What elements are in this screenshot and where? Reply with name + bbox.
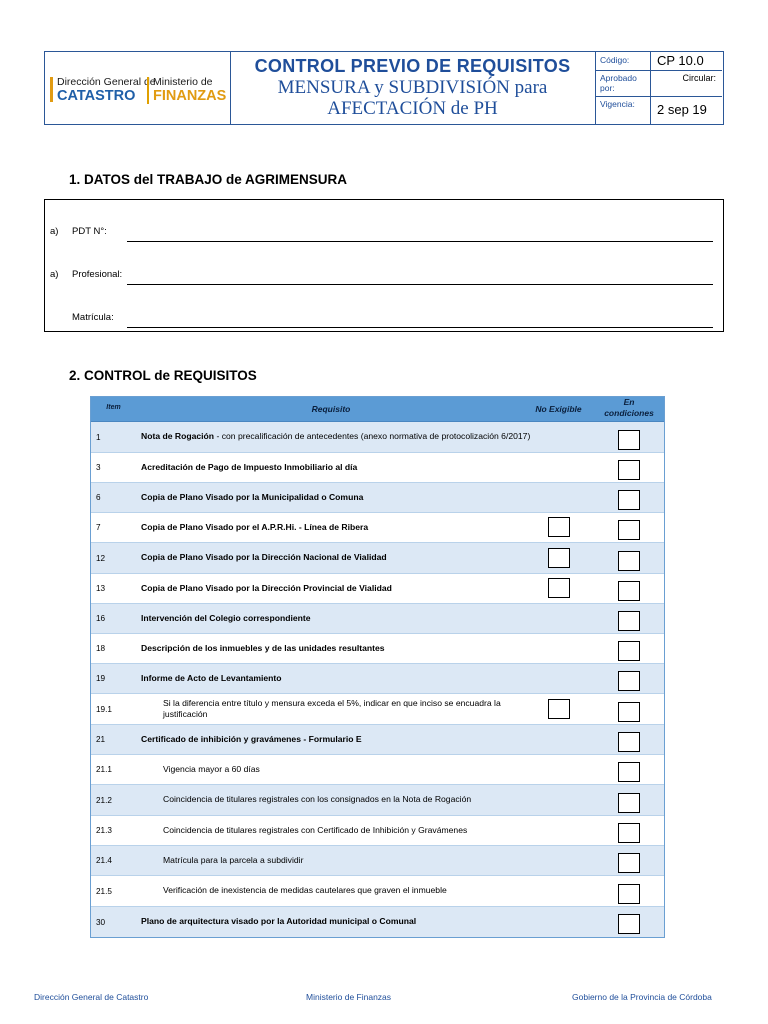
table-row [91, 453, 664, 483]
en-condiciones-checkbox[interactable] [618, 702, 640, 722]
matricula-field[interactable] [45, 308, 725, 328]
row-requirement-bold: Certificado de inhibición y gravámenes - Formulario E [141, 733, 362, 744]
no-exigible-checkbox[interactable] [548, 578, 570, 598]
row-requirement [141, 725, 531, 754]
row-requirement-detail: Coincidencia de titulares registrales con los consignados en la Nota de Rogación [163, 794, 472, 805]
row-item-number: 19.1 [96, 704, 112, 714]
row-item-number: 21.5 [96, 886, 112, 896]
vigencia-value: 2 sep 19 [650, 96, 722, 124]
table-row [91, 785, 664, 816]
pdt-field[interactable] [45, 222, 725, 242]
en-condiciones-checkbox[interactable] [618, 460, 640, 480]
table-row [91, 422, 664, 453]
row-requirement-text [141, 431, 530, 443]
logo-left-name: CATASTRO [57, 88, 136, 104]
logo-left-caption: Dirección General de [57, 76, 156, 88]
requirements-table [90, 396, 665, 938]
row-item-number: 19 [96, 674, 106, 683]
logo-area [45, 52, 231, 124]
document-subtitle-line1: MENSURA y SUBDIVISIÓN para [277, 77, 548, 98]
footer-left: Dirección General de Catastro [34, 992, 149, 1002]
row-item-number: 1 [96, 432, 101, 442]
table-row [91, 694, 664, 725]
section2-title: 2. CONTROL de REQUISITOS [69, 368, 257, 383]
vigencia-label: Vigencia: [600, 99, 635, 109]
row-requirement-text [163, 825, 467, 837]
table-row [91, 543, 664, 574]
row-requirement-text [163, 885, 447, 897]
row-requirement-detail: Verificación de inexistencia de medidas cautelares que graven el inmueble [163, 885, 447, 896]
en-condiciones-checkbox[interactable] [618, 853, 640, 873]
row-requirement [141, 422, 531, 452]
row-requirement-text [141, 734, 362, 746]
logo-right-caption: Ministerio de [153, 76, 213, 88]
row-requirement-text [163, 794, 471, 806]
row-item-number: 21.1 [96, 765, 112, 774]
row-requirement [163, 846, 523, 875]
table-row [91, 907, 664, 937]
aprobado-label: Aprobado por: [600, 73, 637, 93]
table-header [91, 397, 664, 422]
row-requirement-text [163, 764, 260, 776]
row-requirement [163, 755, 523, 784]
en-condiciones-checkbox[interactable] [618, 793, 640, 813]
matricula-input-line[interactable] [127, 327, 713, 328]
row-requirement-text [141, 522, 368, 534]
pdt-letter: a) [50, 226, 59, 237]
col-item-header: Item [106, 404, 121, 411]
codigo-row [595, 52, 722, 71]
row-requirement [141, 483, 531, 512]
codigo-value: CP 10.0 [650, 52, 722, 70]
row-requirement-text [163, 698, 523, 721]
logo-accent-bar [50, 77, 53, 102]
table-row [91, 483, 664, 513]
profesional-input-line[interactable] [127, 284, 713, 285]
circular-label: Circular: [650, 70, 722, 96]
en-condiciones-checkbox[interactable] [618, 641, 640, 661]
row-requirement-bold: Intervención del Colegio correspondiente [141, 612, 311, 623]
row-item-number: 12 [96, 553, 106, 563]
row-requirement-text [141, 462, 357, 474]
document-subtitle-line2: AFECTACIÓN de PH [327, 98, 498, 119]
row-requirement-bold: Copia de Plano Visado por la Municipalidad o Comuna [141, 491, 364, 502]
row-requirement-bold: Acreditación de Pago de Impuesto Inmobiliario al día [141, 461, 358, 472]
row-item-number: 3 [96, 463, 101, 472]
row-requirement [141, 453, 531, 482]
table-row [91, 846, 664, 876]
row-requirement-detail: Matrícula para la parcela a subdividir [163, 854, 304, 865]
row-item-number: 13 [96, 584, 106, 593]
en-condiciones-checkbox[interactable] [618, 823, 640, 843]
profesional-field[interactable] [45, 265, 725, 285]
pdt-input-line[interactable] [127, 241, 713, 242]
row-requirement-text [141, 673, 282, 685]
en-condiciones-checkbox[interactable] [618, 671, 640, 691]
row-requirement-text [141, 492, 363, 504]
pdt-label: PDT N°: [72, 226, 107, 237]
row-requirement-bold: Copia de Plano Visado por el A.P.R.Hi. - Línea de Ribera [141, 521, 369, 532]
table-row [91, 634, 664, 664]
table-row [91, 876, 664, 907]
row-requirement-text [141, 643, 385, 655]
metadata-area [595, 52, 722, 124]
en-condiciones-checkbox[interactable] [618, 611, 640, 631]
row-requirement [163, 876, 523, 906]
row-item-number: 16 [96, 614, 106, 623]
document-title: CONTROL PREVIO DE REQUISITOS [254, 56, 571, 76]
row-requirement-text [141, 583, 392, 595]
row-requirement-bold: Nota de Rogación [141, 431, 215, 442]
row-requirement-text [141, 552, 387, 564]
row-requirement [163, 785, 523, 815]
row-requirement [141, 543, 531, 573]
table-row [91, 574, 664, 604]
finanzas-logo [147, 76, 227, 104]
codigo-label: Código: [600, 55, 630, 65]
col-requisito-header: Requisito [311, 404, 351, 414]
en-condiciones-checkbox[interactable] [618, 914, 640, 934]
col-en-condiciones-header: En condiciones [604, 397, 654, 418]
row-requirement-detail: Vigencia mayor a 60 días [163, 763, 260, 774]
row-requirement [141, 634, 531, 663]
row-requirement-bold: Copia de Plano Visado por la Dirección Provincial de Vialidad [141, 582, 392, 593]
row-requirement-text [163, 855, 303, 867]
row-requirement [163, 816, 523, 845]
footer-center: Ministerio de Finanzas [306, 992, 392, 1002]
matricula-label: Matrícula: [72, 312, 114, 323]
row-item-number: 21.3 [96, 826, 112, 835]
row-requirement-detail: - con precalificación de antecedentes (anexo normativa de protocolización 6/2017) [214, 431, 531, 442]
aprobado-row [595, 70, 722, 97]
row-requirement [141, 604, 531, 633]
row-requirement-detail: Si la diferencia entre título y mensura exceda el 5%, indicar en que inciso se encuadra la justificación [163, 697, 501, 719]
en-condiciones-checkbox[interactable] [618, 732, 640, 752]
logo-right-name: FINANZAS [153, 88, 227, 104]
row-item-number: 6 [96, 493, 101, 502]
profesional-letter: a) [50, 269, 59, 280]
row-item-number: 18 [96, 644, 106, 653]
table-row [91, 664, 664, 694]
surveyor-data-box [44, 199, 724, 332]
no-exigible-checkbox[interactable] [548, 548, 570, 568]
row-requirement-bold: Plano de arquitectura visado por la Autoridad municipal o Comunal [141, 916, 417, 927]
en-condiciones-checkbox[interactable] [618, 490, 640, 510]
row-requirement-bold: Copia de Plano Visado por la Dirección Nacional de Vialidad [141, 552, 387, 563]
table-row [91, 725, 664, 755]
table-row [91, 604, 664, 634]
table-row [91, 755, 664, 785]
catastro-logo [57, 76, 156, 104]
row-requirement-text [141, 613, 311, 625]
en-condiciones-checkbox[interactable] [618, 884, 640, 904]
title-area [230, 52, 596, 124]
row-item-number: 21 [96, 735, 106, 744]
section1-title: 1. DATOS del TRABAJO de AGRIMENSURA [69, 172, 348, 187]
footer-right: Gobierno de la Provincia de Córdoba [572, 992, 712, 1002]
table-row [91, 816, 664, 846]
row-item-number: 30 [96, 917, 106, 927]
col-no-exigible-header: No Exigible [535, 404, 582, 414]
row-item-number: 7 [96, 523, 101, 532]
row-requirement-bold: Informe de Acto de Levantamiento [141, 672, 282, 683]
row-requirement [163, 694, 523, 724]
en-condiciones-checkbox[interactable] [618, 551, 640, 571]
row-requirement [141, 907, 531, 937]
document-header [44, 51, 724, 125]
row-requirement [141, 574, 531, 603]
row-requirement [141, 664, 531, 693]
row-requirement-text [141, 916, 416, 928]
row-requirement [141, 513, 531, 542]
table-row [91, 513, 664, 543]
row-requirement-detail: Coincidencia de titulares registrales con Certificado de Inhibición y Gravámenes [163, 824, 468, 835]
en-condiciones-checkbox[interactable] [618, 581, 640, 601]
row-requirement-bold: Descripción de los inmuebles y de las unidades resultantes [141, 642, 385, 653]
row-item-number: 21.4 [96, 856, 112, 865]
en-condiciones-checkbox[interactable] [618, 430, 640, 450]
en-condiciones-checkbox[interactable] [618, 762, 640, 782]
en-condiciones-checkbox[interactable] [618, 520, 640, 540]
row-item-number: 21.2 [96, 795, 112, 805]
no-exigible-checkbox[interactable] [548, 699, 570, 719]
no-exigible-checkbox[interactable] [548, 517, 570, 537]
profesional-label: Profesional: [72, 269, 123, 280]
vigencia-row [595, 96, 722, 124]
